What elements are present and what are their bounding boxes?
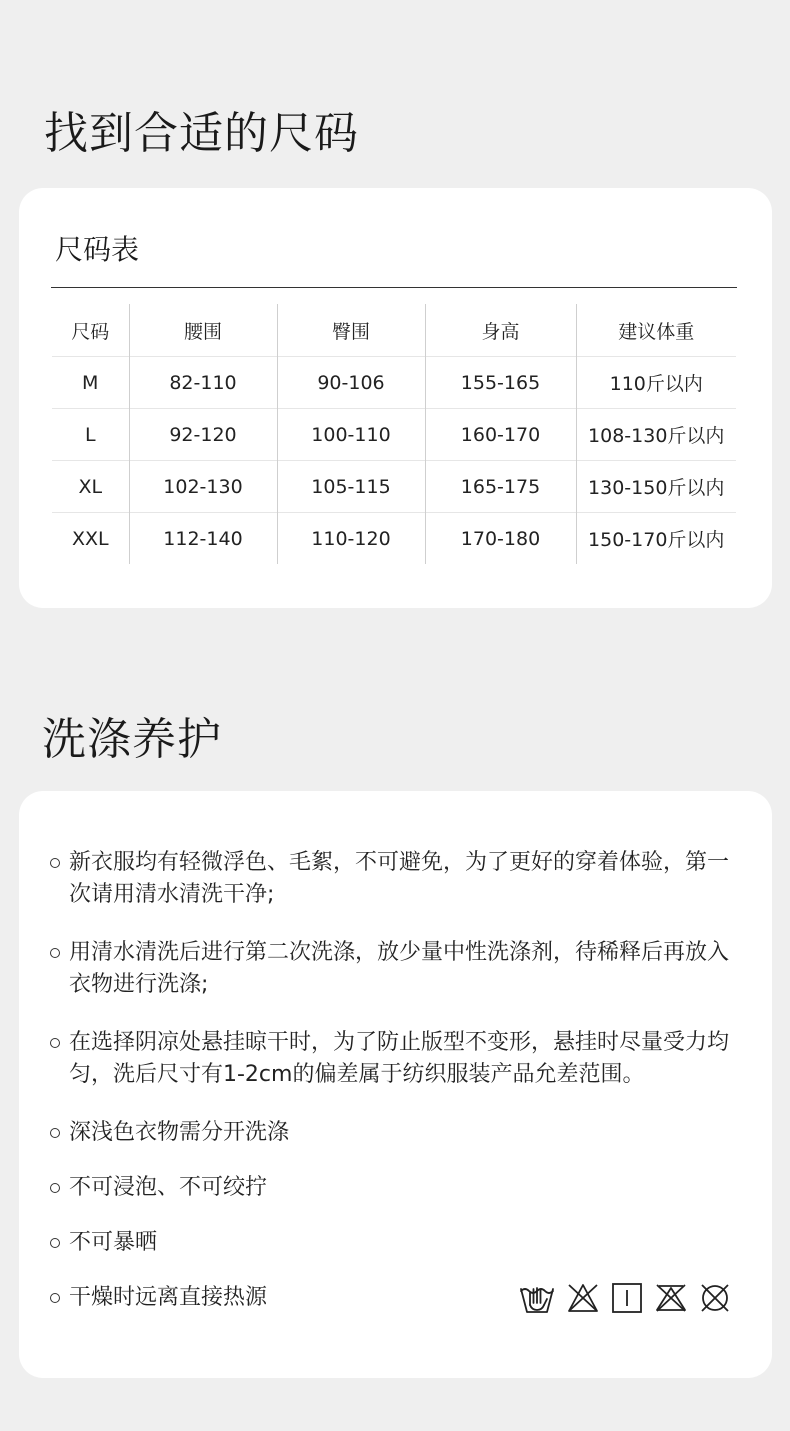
table-cell: 170-180	[425, 513, 576, 565]
table-cell: 160-170	[425, 409, 576, 461]
table-cell: XL	[52, 461, 129, 513]
do-not-tumble-dry-icon	[654, 1282, 688, 1314]
list-item	[49, 1172, 739, 1204]
table-row	[52, 357, 736, 409]
table-cell: 82-110	[129, 357, 277, 409]
hang-dry-icon	[611, 1282, 643, 1314]
table-cell: 110斤以内	[576, 357, 736, 409]
bullet-icon	[50, 1183, 60, 1193]
table-cell: 110-120	[277, 513, 425, 565]
size-chart-card	[19, 188, 772, 608]
list-item	[49, 937, 739, 1001]
care-item-text: 用清水清洗后进行第二次洗涤，放少量中性洗涤剂，待稀释后再放入衣物进行洗涤;	[69, 940, 730, 997]
column-header-weight: 建议体重	[576, 304, 736, 357]
table-cell: M	[52, 357, 129, 409]
table-cell: L	[52, 409, 129, 461]
list-item	[49, 847, 739, 911]
column-header-hip: 臀围	[277, 304, 425, 357]
care-instructions-card	[19, 791, 772, 1378]
table-row	[52, 513, 736, 565]
list-item	[49, 1117, 739, 1149]
bullet-icon	[50, 1293, 60, 1303]
table-cell: 92-120	[129, 409, 277, 461]
bullet-icon	[50, 1038, 60, 1048]
table-row	[52, 409, 736, 461]
column-header-waist: 腰围	[129, 304, 277, 357]
size-table-caption: 尺码表	[55, 233, 140, 266]
size-table	[52, 304, 736, 564]
table-cell: XXL	[52, 513, 129, 565]
table-cell: 100-110	[277, 409, 425, 461]
caption-divider	[51, 287, 737, 288]
size-section-title: 找到合适的尺码	[44, 108, 359, 159]
care-item-text: 不可暴晒	[69, 1230, 158, 1255]
table-header-row	[52, 304, 736, 357]
hand-wash-icon	[519, 1281, 555, 1315]
care-item-text: 不可浸泡、不可绞拧	[69, 1175, 268, 1200]
bullet-icon	[50, 948, 60, 958]
care-section-title: 洗涤养护	[42, 714, 222, 765]
care-item-text: 在选择阴凉处悬挂晾干时，为了防止版型不变形，悬挂时尽量受力均匀，洗后尺寸有1-2cm的偏差属于纺织服装产品允差范围。	[69, 1030, 730, 1087]
table-cell: 130-150斤以内	[576, 461, 736, 513]
bullet-icon	[50, 858, 60, 868]
bullet-icon	[50, 1238, 60, 1248]
table-cell: 105-115	[277, 461, 425, 513]
table-cell: 102-130	[129, 461, 277, 513]
care-symbols	[519, 1281, 731, 1315]
care-item-text: 干燥时远离直接热源	[69, 1285, 268, 1310]
table-cell: 90-106	[277, 357, 425, 409]
list-item	[49, 1027, 739, 1091]
table-row	[52, 461, 736, 513]
table-cell: 112-140	[129, 513, 277, 565]
column-header-height: 身高	[425, 304, 576, 357]
table-cell: 150-170斤以内	[576, 513, 736, 565]
bullet-icon	[50, 1128, 60, 1138]
do-not-bleach-icon	[566, 1282, 600, 1314]
care-item-text: 新衣服均有轻微浮色、毛絮，不可避免，为了更好的穿着体验，第一次请用清水清洗干净;	[69, 850, 730, 907]
care-list	[49, 847, 739, 1314]
table-cell: 155-165	[425, 357, 576, 409]
do-not-dry-clean-icon	[699, 1282, 731, 1314]
column-header-size: 尺码	[71, 320, 110, 343]
table-cell: 108-130斤以内	[576, 409, 736, 461]
list-item	[49, 1227, 739, 1259]
table-cell: 165-175	[425, 461, 576, 513]
care-item-text: 深浅色衣物需分开洗涤	[69, 1120, 290, 1145]
